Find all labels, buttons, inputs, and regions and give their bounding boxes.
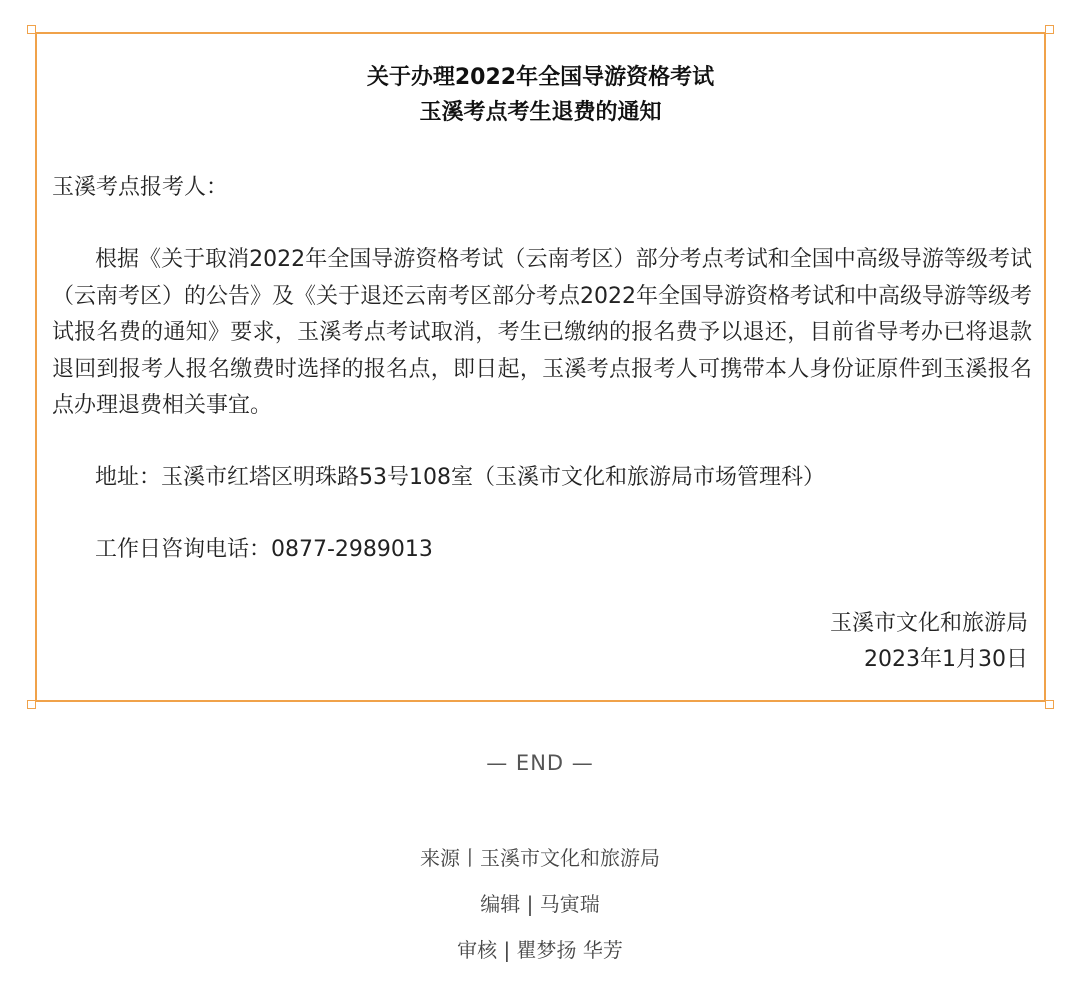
signature-organization: 玉溪市文化和旅游局 (829, 611, 1028, 636)
address-line: 地址：玉溪市红塔区明珠路53号108室（玉溪市文化和旅游局市场管理科） (95, 465, 825, 490)
frame-corner-bottom-right (1045, 700, 1054, 709)
notice-body-paragraph: 根据《关于取消2022年全国导游资格考试（云南考区）部分考点考试和全国中高级导游等级考试（云南考区）的公告》及《关于退还云南考区部分考点2022年全国导游资格考试和中高级导游等级考试报名费的通知》要求，玉溪考点考试取消，考生已缴纳的报名费予以退还，目前省导考办已将退款退回到报考人报名缴费时选择的报名点，即日起，玉溪考点报考人可携带本人身份证原件到玉溪报名点办理退费相关事宜。 (52, 247, 1032, 418)
notice-frame (35, 32, 1046, 702)
credit-editor: 编辑 | 马寅瑞 (480, 892, 600, 916)
salutation: 玉溪考点报考人： (52, 175, 229, 200)
signature-date: 2023年1月30日 (864, 647, 1028, 672)
notice-title-line-2: 玉溪考点考生退费的通知 (419, 100, 662, 125)
signature-block (830, 606, 1028, 678)
notice-title (37, 60, 1044, 130)
frame-corner-top-left (27, 25, 36, 34)
frame-corner-bottom-left (27, 700, 36, 709)
phone-line: 工作日咨询电话：0877-2989013 (95, 537, 433, 562)
notice-title-line-1: 关于办理2022年全国导游资格考试 (366, 65, 715, 90)
credit-source: 来源丨玉溪市文化和旅游局 (420, 846, 660, 870)
credit-reviewer: 审核 | 瞿梦扬 华芳 (457, 938, 623, 962)
frame-corner-top-right (1045, 25, 1054, 34)
end-marker: — END — (486, 751, 594, 775)
